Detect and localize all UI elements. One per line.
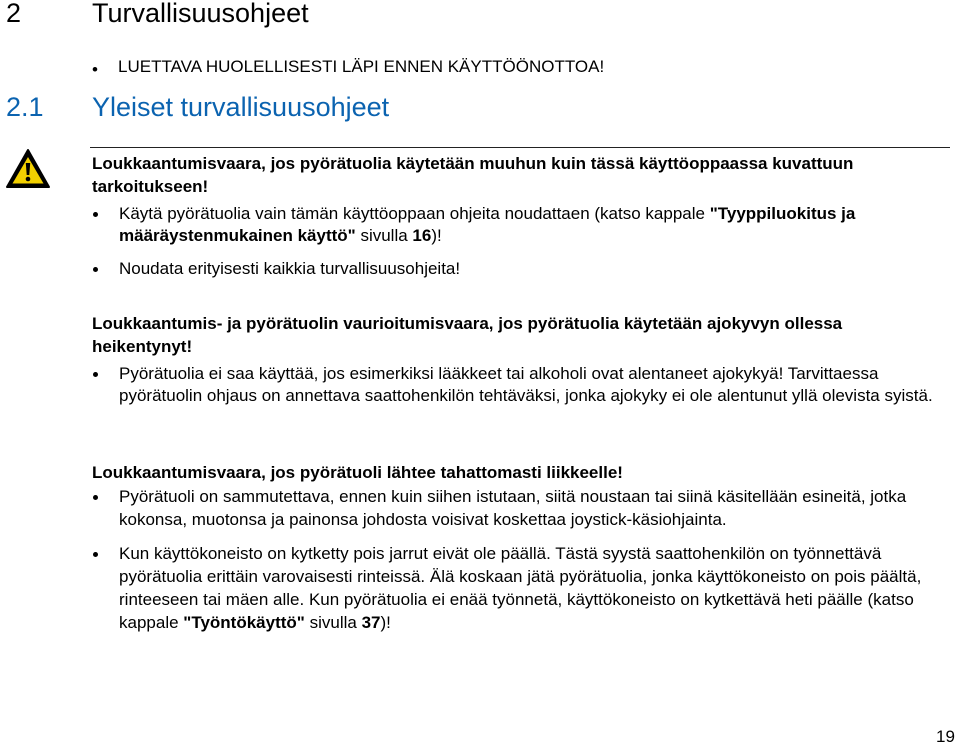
bullet-text: Pyörätuolia ei saa käyttää, jos esimerkiksi lääkkeet tai alkoholi ovat alentaneet ajokykyä! Tarvittaessa pyörätuolin ohjaus on annettava saattohenkilön tehtäväksi, jonka ajokyky ei ole alentunut yllä olevista syistä. bbox=[119, 363, 933, 406]
list-item bbox=[92, 543, 942, 634]
safety-section-2 bbox=[92, 313, 942, 408]
list-item bbox=[92, 486, 942, 532]
page-reference: 16 bbox=[412, 226, 432, 246]
section-heading: Loukkaantumisvaara, jos pyörätuolia käytetään muuhun kuin tässä käyttöoppaassa kuvattuun tarkoitukseen! bbox=[92, 154, 854, 196]
bullet-text: Käytä pyörätuolia vain tämän käyttöoppaan ohjeita noudattaen (katso kappale bbox=[119, 203, 710, 223]
bullet-text: Pyörätuoli on sammutettava, ennen kuin siihen istutaan, siitä noustaan tai siinä käsitellään esineitä, jotka kokonsa, muotonsa ja painonsa johdosta voisivat koskettaa joystick-käsiohjainta. bbox=[119, 486, 907, 529]
list-item bbox=[92, 203, 942, 249]
safety-section-3 bbox=[92, 462, 942, 635]
section-heading: Loukkaantumisvaara, jos pyörätuoli lähtee tahattomasti liikkeelle! bbox=[92, 463, 623, 482]
bullet-icon: • bbox=[92, 60, 98, 79]
bullet-text: )! bbox=[431, 226, 442, 246]
bullet-text: sivulla bbox=[304, 612, 362, 632]
warning-triangle-icon bbox=[5, 148, 51, 190]
page-reference: 37 bbox=[361, 612, 381, 632]
bullet-text: Kun käyttökoneisto on kytketty pois jarrut eivät ole päällä. Tästä syystä saattohenkilön on työnnettävä pyörätuolia erittäin varovaisesti rinteissä. Älä koskaan jätä pyörätuolia, jonka käyttökoneisto on pois päältä, rinteeseen tai mäen alle. Kun pyörätuolia ei enää työnnetä, käyttökoneisto on kytkettävä heti päälle (katso kappale bbox=[119, 544, 922, 632]
intro-warning-text: LUETTAVA HUOLELLISESTI LÄPI ENNEN KÄYTTÖÖNOTTOA! bbox=[118, 57, 605, 76]
safety-section-1 bbox=[92, 153, 942, 281]
bullet-list bbox=[92, 486, 942, 635]
bullet-list bbox=[92, 363, 942, 409]
section-title: Yleiset turvallisuusohjeet bbox=[92, 92, 390, 122]
section-heading: Loukkaantumis- ja pyörätuolin vaurioitumisvaara, jos pyörätuolia käytetään ajokyvyn ollessa heikentynyt! bbox=[92, 314, 843, 356]
bullet-text: sivulla bbox=[355, 226, 413, 246]
bullet-list bbox=[92, 203, 942, 281]
divider bbox=[90, 147, 950, 148]
chapter-reference: "Työntökäyttö" bbox=[183, 612, 305, 632]
page-number: 19 bbox=[936, 727, 955, 746]
chapter-title: Turvallisuusohjeet bbox=[92, 0, 309, 28]
chapter-reference: "Tyyppiluokitus ja määräystenmukainen käyttö" bbox=[119, 203, 856, 246]
list-item bbox=[92, 258, 942, 281]
bullet-text: Noudata erityisesti kaikkia turvallisuusohjeita! bbox=[119, 259, 461, 279]
chapter-number: 2 bbox=[6, 0, 22, 28]
section-number: 2.1 bbox=[6, 92, 44, 122]
bullet-text: )! bbox=[380, 612, 391, 632]
list-item bbox=[92, 363, 942, 409]
